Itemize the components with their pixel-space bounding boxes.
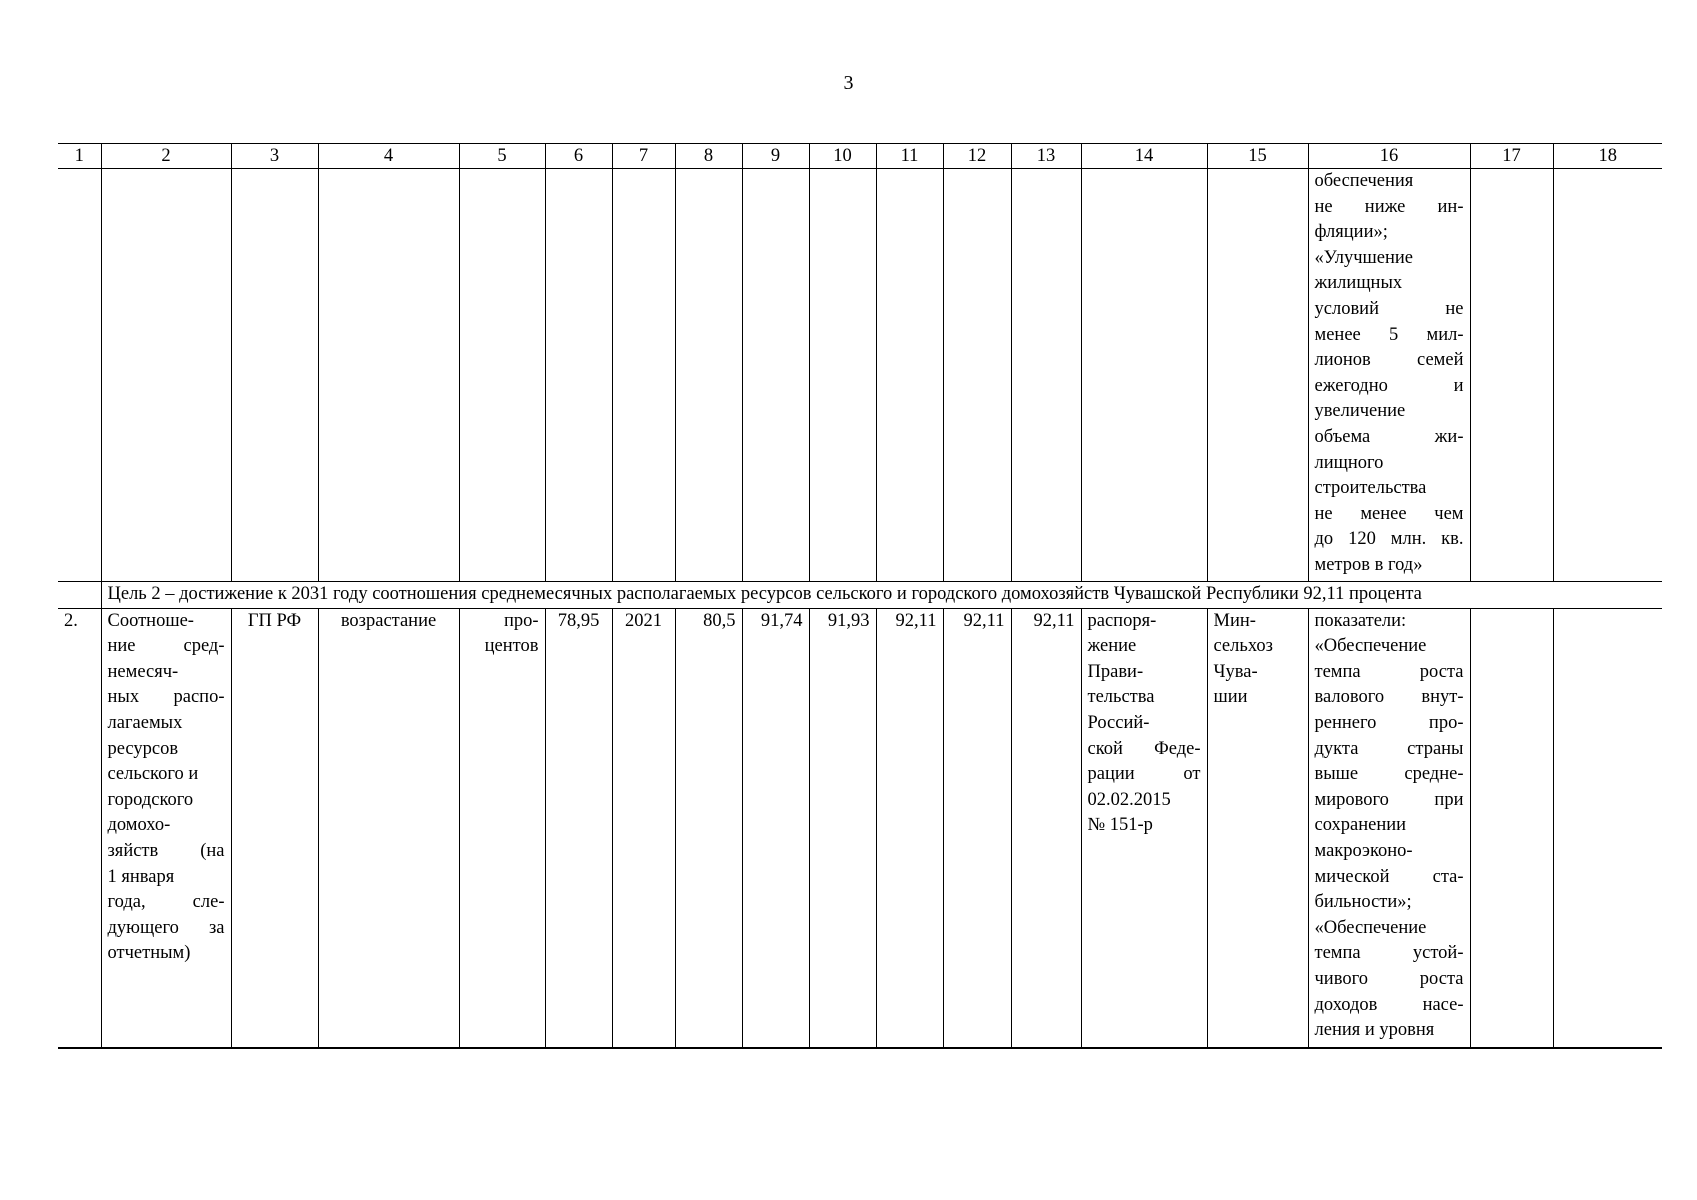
text-line: «Улучшение xyxy=(1314,247,1414,268)
column-number: 13 xyxy=(1011,144,1081,169)
empty-cell xyxy=(318,169,459,582)
text-line: ных распо- xyxy=(107,687,225,708)
text-line: городского xyxy=(107,789,194,810)
column-number: 11 xyxy=(876,144,943,169)
national-goal-link-continued xyxy=(1308,169,1470,582)
text-line: дующего за xyxy=(107,917,225,938)
value-col-10: 91,93 xyxy=(809,608,876,1048)
value-col-8: 80,5 xyxy=(675,608,742,1048)
column-number: 9 xyxy=(742,144,809,169)
empty-cell xyxy=(1470,169,1553,582)
text-line: не ниже ин- xyxy=(1314,196,1464,217)
text-line: Чува- xyxy=(1213,661,1258,682)
text-line: отчетным) xyxy=(107,943,191,964)
empty-cell xyxy=(545,169,612,582)
text-line: макроэконо- xyxy=(1314,840,1413,861)
text-line: валового внут- xyxy=(1314,687,1464,708)
text-line: жилищных xyxy=(1314,273,1403,294)
text-line: 1 января xyxy=(107,866,175,887)
text-line: темпа роста xyxy=(1314,661,1464,682)
text-line: увеличение xyxy=(1314,401,1406,422)
indicator-trend: возрастание xyxy=(318,608,459,1048)
text-line: ления и уровня xyxy=(1314,1020,1435,1041)
text-line: строительства xyxy=(1314,478,1427,499)
empty-cell xyxy=(1553,169,1662,582)
text-line: темпа устой- xyxy=(1314,943,1464,964)
column-17-cell xyxy=(1470,608,1553,1048)
text-line: Россий- xyxy=(1087,712,1150,733)
column-number: 4 xyxy=(318,144,459,169)
indicator-unit xyxy=(459,608,545,1048)
column-number: 1 xyxy=(58,144,101,169)
column-number: 16 xyxy=(1308,144,1470,169)
text-line: Мин- xyxy=(1213,610,1256,631)
empty-cell xyxy=(675,169,742,582)
indicator-number: 2. xyxy=(58,608,101,1048)
text-line: условий не xyxy=(1314,298,1464,319)
text-line: жение xyxy=(1087,636,1137,657)
empty-cell xyxy=(876,169,943,582)
empty-cell xyxy=(58,169,101,582)
text-line: фляции»; xyxy=(1314,222,1388,243)
indicator-level: ГП РФ xyxy=(231,608,318,1048)
text-line: ресурсов xyxy=(107,738,179,759)
text-line: ской Феде- xyxy=(1087,738,1201,759)
column-number: 7 xyxy=(612,144,675,169)
text-line: реннего про- xyxy=(1314,712,1464,733)
text-line: метров в год» xyxy=(1314,554,1423,575)
text-line: распоря- xyxy=(1087,610,1157,631)
indicator-name xyxy=(101,608,231,1048)
indicators-table xyxy=(58,143,1662,1049)
page-number: 3 xyxy=(843,72,854,94)
text-line: выше средне- xyxy=(1314,764,1464,785)
empty-cell xyxy=(58,582,101,609)
base-value: 78,95 xyxy=(545,608,612,1048)
goal-text: Цель 2 – достижение к 2031 году соотношения среднемесячных располагаемых ресурсов сельского и городского домохозяйств Чувашской Республики 92,11 процента xyxy=(101,582,1662,609)
text-line: № 151-р xyxy=(1087,815,1153,836)
column-number: 8 xyxy=(675,144,742,169)
text-line: Прави- xyxy=(1087,661,1144,682)
text-line: не менее чем xyxy=(1314,503,1464,524)
value-col-12: 92,11 xyxy=(943,608,1011,1048)
text-line: центов xyxy=(484,636,539,657)
text-line: Соотноше- xyxy=(107,610,194,631)
text-line: шии xyxy=(1213,687,1248,708)
empty-cell xyxy=(742,169,809,582)
column-number: 15 xyxy=(1207,144,1308,169)
text-line: немесяч- xyxy=(107,661,179,682)
text-line: «Обеспечение xyxy=(1314,917,1427,938)
column-number: 12 xyxy=(943,144,1011,169)
text-line: сельского и xyxy=(107,764,199,785)
reference-document xyxy=(1081,608,1207,1048)
column-number: 6 xyxy=(545,144,612,169)
national-goal-link xyxy=(1308,608,1470,1048)
empty-cell xyxy=(1011,169,1081,582)
empty-cell xyxy=(943,169,1011,582)
empty-cell xyxy=(101,169,231,582)
empty-cell xyxy=(1081,169,1207,582)
continuation-row xyxy=(58,169,1662,582)
responsible-body xyxy=(1207,608,1308,1048)
text-line: объема жи- xyxy=(1314,426,1464,447)
text-line: тельства xyxy=(1087,687,1155,708)
column-numbers-row xyxy=(58,144,1662,169)
empty-cell xyxy=(809,169,876,582)
empty-cell xyxy=(612,169,675,582)
column-number: 17 xyxy=(1470,144,1553,169)
column-number: 14 xyxy=(1081,144,1207,169)
text-line: лищного xyxy=(1314,452,1384,473)
text-line: чивого роста xyxy=(1314,968,1464,989)
text-line: показатели: xyxy=(1314,610,1407,631)
empty-cell xyxy=(459,169,545,582)
text-line: доходов насе- xyxy=(1314,994,1464,1015)
text-line: зяйств (на xyxy=(107,840,225,861)
indicator-row xyxy=(58,608,1662,1048)
empty-cell xyxy=(231,169,318,582)
column-number: 10 xyxy=(809,144,876,169)
text-line: ние сред- xyxy=(107,636,225,657)
text-line: «Обеспечение xyxy=(1314,636,1427,657)
column-number: 5 xyxy=(459,144,545,169)
text-line: менее 5 мил- xyxy=(1314,324,1464,345)
empty-cell xyxy=(1207,169,1308,582)
column-number: 18 xyxy=(1553,144,1662,169)
text-line: домохо- xyxy=(107,815,171,836)
text-line: сельхоз xyxy=(1213,636,1273,657)
text-line: про- xyxy=(503,610,539,631)
text-line: 02.02.2015 xyxy=(1087,789,1171,810)
value-col-11: 92,11 xyxy=(876,608,943,1048)
text-line: обеспечения xyxy=(1314,171,1414,191)
goal-row xyxy=(58,582,1662,609)
text-line: года, сле- xyxy=(107,892,225,913)
text-line: мирового при xyxy=(1314,789,1464,810)
value-col-13: 92,11 xyxy=(1011,608,1081,1048)
column-18-cell xyxy=(1553,608,1662,1048)
text-line: до 120 млн. кв. xyxy=(1314,529,1464,550)
text-line: мической ста- xyxy=(1314,866,1464,887)
value-col-9: 91,74 xyxy=(742,608,809,1048)
text-line: сохранении xyxy=(1314,815,1407,836)
text-line: дукта страны xyxy=(1314,738,1464,759)
text-line: ежегодно и xyxy=(1314,375,1464,396)
text-line: лагаемых xyxy=(107,712,183,733)
text-line: лионов семей xyxy=(1314,350,1464,371)
base-year: 2021 xyxy=(612,608,675,1048)
column-number: 2 xyxy=(101,144,231,169)
column-number: 3 xyxy=(231,144,318,169)
text-line: бильности»; xyxy=(1314,892,1412,913)
text-line: рации от xyxy=(1087,764,1201,785)
